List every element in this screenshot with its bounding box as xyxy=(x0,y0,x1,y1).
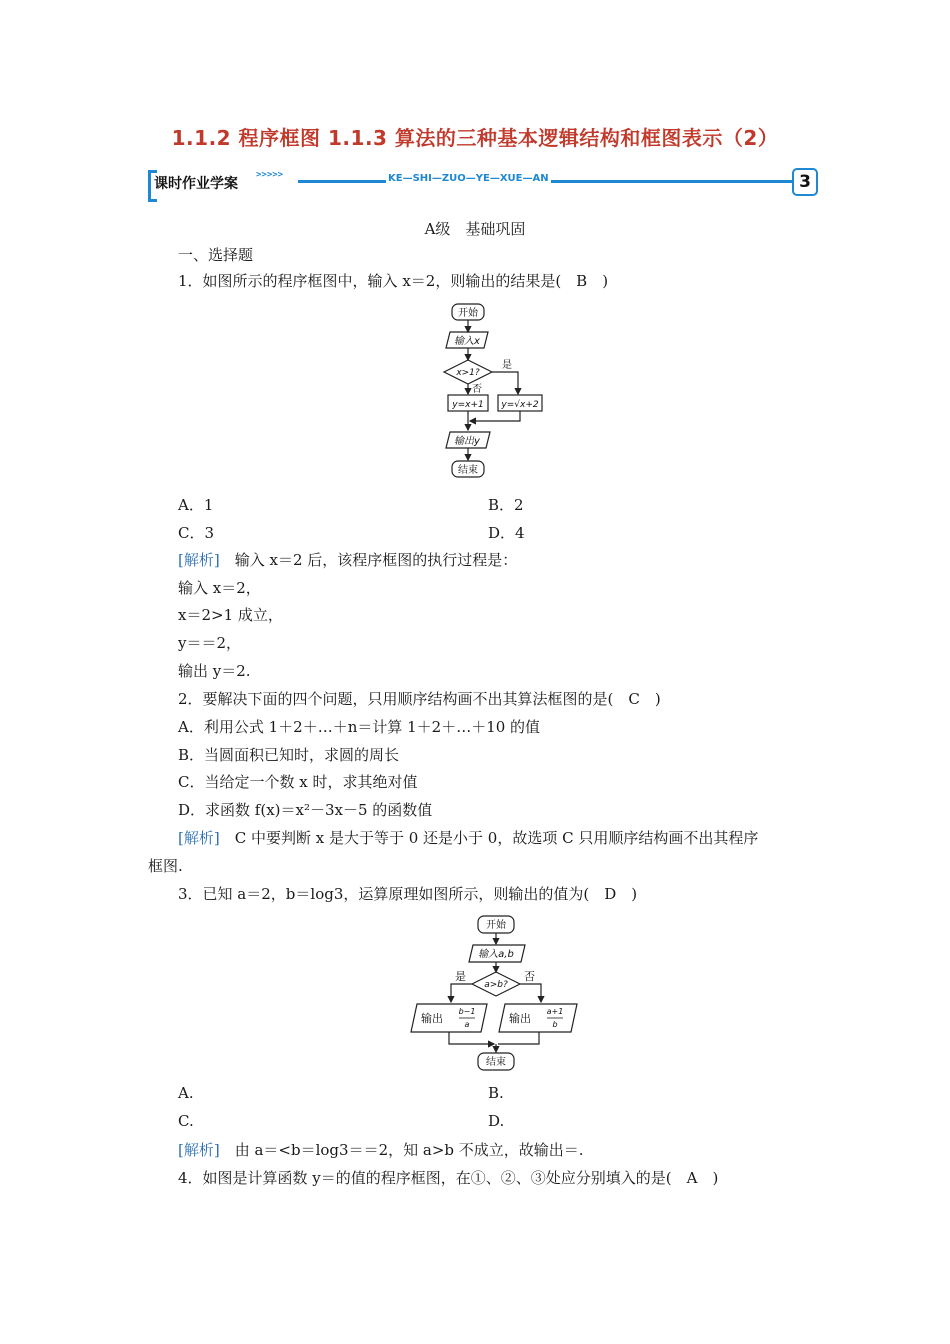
q3-left-num: b−1 xyxy=(458,1007,476,1016)
q3-right-num: a+1 xyxy=(546,1007,564,1016)
q1-left-text: y=x+1 xyxy=(452,400,484,410)
q1-analysis-tag: [解析] xyxy=(178,551,220,569)
q1-step-4: 输出 y＝2. xyxy=(178,662,251,680)
q3-end-text: 结束 xyxy=(486,1057,506,1068)
q1-analysis xyxy=(178,549,517,570)
q3-right-den: b xyxy=(552,1020,558,1029)
q1-analysis-text: 输入 x＝2 后，该程序框图的执行过程是： xyxy=(219,551,518,569)
q1-end-text: 结束 xyxy=(458,465,478,476)
q2-option-b: B．当圆面积已知时，求圆的周长 xyxy=(178,746,400,764)
q1-option-d: D．4 xyxy=(488,524,525,542)
q1-flowchart xyxy=(430,300,560,485)
q2-analysis-cont: 框图. xyxy=(148,857,183,875)
q3-option-c: C. xyxy=(178,1112,194,1130)
q1-step-1: 输入 x＝2， xyxy=(178,579,261,597)
q3-analysis-tag: [解析] xyxy=(178,1141,220,1159)
q1-option-b: B．2 xyxy=(488,496,524,514)
q3-flowchart xyxy=(405,910,585,1075)
q3-left-den: a xyxy=(464,1020,470,1029)
banner-arrows: >>>>> xyxy=(256,170,284,180)
q1-start-text: 开始 xyxy=(458,308,478,319)
q1-right-text: y=√x+2 xyxy=(501,400,539,410)
lesson-banner xyxy=(148,168,813,198)
q1-output-text: 输出y xyxy=(454,436,480,447)
section-level: A级 基础巩固 xyxy=(424,220,526,238)
q1-stem: 1．如图所示的程序框图中，输入 x＝2，则输出的结果是( B ) xyxy=(178,272,609,290)
section-heading: 一、选择题 xyxy=(178,246,254,264)
q3-left-label: 输出 xyxy=(421,1012,443,1025)
q3-input-text: 输入a,b xyxy=(478,949,514,960)
q1-no-label: 否 xyxy=(472,384,482,395)
q3-option-b: B. xyxy=(488,1084,504,1102)
q3-option-a: A. xyxy=(178,1084,194,1102)
banner-label: 课时作业学案 xyxy=(154,176,238,192)
q2-option-c: C．当给定一个数 x 时，求其绝对值 xyxy=(178,773,418,791)
q3-yes-label: 是 xyxy=(455,970,466,983)
q2-option-d: D．求函数 f(x)＝x²－3x－5 的函数值 xyxy=(178,801,433,819)
q4-stem: 4．如图是计算函数 y＝的值的程序框图，在①、②、③处应分别填入的是( A ) xyxy=(178,1169,719,1187)
q1-step-2: x＝2>1 成立， xyxy=(178,606,283,624)
q2-option-a: A．利用公式 1＋2＋…＋n＝计算 1＋2＋…＋10 的值 xyxy=(178,718,541,736)
q2-stem: 2．要解决下面的四个问题，只用顺序结构画不出其算法框图的是( C ) xyxy=(178,690,661,708)
q1-option-a: A．1 xyxy=(178,496,214,514)
q3-start-text: 开始 xyxy=(486,920,506,931)
q2-analysis-text: C 中要判断 x 是大于等于 0 还是小于 0，故选项 C 只用顺序结构画不出其程序 xyxy=(219,829,759,847)
q3-analysis xyxy=(178,1139,584,1160)
q3-cond-text: a>b? xyxy=(484,980,508,990)
q1-cond-text: x>1? xyxy=(456,368,480,378)
q3-stem: 3．已知 a＝2，b＝log3，运算原理如图所示，则输出的值为( D ) xyxy=(178,885,638,903)
q3-option-d: D. xyxy=(488,1112,505,1130)
q1-input-text: 输入x xyxy=(454,336,480,347)
banner-number: 3 xyxy=(792,168,818,196)
q1-yes-label: 是 xyxy=(502,360,512,371)
q3-analysis-text: 由 a＝<b＝log3＝＝2，知 a>b 不成立，故输出＝. xyxy=(219,1141,584,1159)
page-title: 1.1.2 程序框图 1.1.3 算法的三种基本逻辑结构和框图表示（2） xyxy=(171,126,779,150)
q2-analysis xyxy=(178,827,758,848)
q3-no-label: 否 xyxy=(524,970,535,983)
q1-step-3: y＝＝2， xyxy=(178,634,242,652)
q1-option-c: C．3 xyxy=(178,524,215,542)
q2-analysis-tag: [解析] xyxy=(178,829,220,847)
banner-pinyin: KE—SHI—ZUO—YE—XUE—AN xyxy=(388,173,549,184)
q3-right-label: 输出 xyxy=(509,1012,531,1025)
